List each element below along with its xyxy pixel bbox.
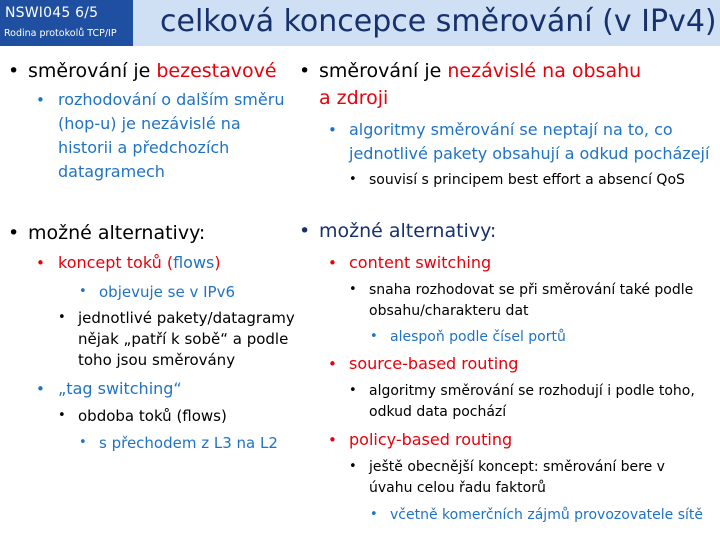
- left-sub-line: rozhodování o dalším směru: [58, 90, 285, 109]
- bullet-dot: •: [58, 408, 66, 423]
- bullet-dot: •: [8, 222, 20, 244]
- pbr-desc-line: úvahu celou řadu faktorů: [369, 480, 546, 496]
- bullet-dot: •: [36, 380, 45, 398]
- bullet-dot: •: [36, 254, 45, 272]
- bullet-dot: •: [328, 431, 337, 449]
- right-alternatives-title: možné alternativy:: [319, 220, 497, 242]
- pbr-desc-line: ještě obecnější koncept: směrování bere v: [369, 459, 665, 475]
- flows-desc-line: jednotlivé pakety/datagramy: [78, 309, 295, 327]
- course-badge: [0, 0, 133, 46]
- bullet-dot: •: [349, 383, 357, 398]
- course-name: Rodina protokolů TCP/IP: [4, 28, 117, 39]
- left-sub-line: historii a předchozích: [58, 138, 230, 157]
- bullet-dot: •: [58, 310, 66, 325]
- pbr-desc2: včetně komerčních zájmů provozovatele sítě: [390, 507, 704, 523]
- content-switching: content switching: [349, 253, 492, 272]
- flows-word: flows: [173, 253, 215, 272]
- flows-desc-line: nějak „patří k sobě“ a podle: [78, 330, 289, 348]
- right-point-independent: [319, 59, 641, 83]
- bullet-dot: •: [328, 254, 337, 272]
- best-effort-note: souvisí s principem best effort a absencí QoS: [369, 172, 685, 188]
- course-code: NSWI045 6/5: [5, 5, 99, 21]
- bullet-dot: •: [349, 459, 357, 474]
- flows-suffix: ): [214, 253, 221, 272]
- bullet-dot: •: [370, 329, 378, 344]
- right-sub-line: jednotlivé pakety obsahují a odkud pocházejí: [349, 144, 710, 163]
- sbr-desc-line: algoritmy směrování se rozhodují i podle toho,: [369, 383, 695, 399]
- left-sub-line: datagramech: [58, 162, 165, 181]
- flows-ipv6: objevuje se v IPv6: [99, 283, 235, 301]
- tag-sub2: s přechodem z L3 na L2: [99, 434, 278, 452]
- point-text: směrování je: [28, 60, 157, 82]
- bullet-dot: •: [79, 435, 87, 450]
- sbr-desc-line: odkud data pochází: [369, 404, 507, 420]
- source-based-routing: source-based routing: [349, 354, 519, 373]
- bullet-dot: •: [328, 121, 337, 139]
- bullet-dot: •: [370, 507, 378, 522]
- tag-switching: „tag switching“: [58, 379, 182, 398]
- bullet-dot: •: [349, 172, 357, 187]
- point-highlight: nezávislé na obsahu: [447, 60, 642, 82]
- left-sub-line: (hop-u) je nezávislé na: [58, 114, 241, 133]
- right-sub-line: algoritmy směrování se neptají na to, co: [349, 120, 673, 139]
- policy-based-routing: policy-based routing: [349, 430, 513, 449]
- left-point-stateless: [28, 59, 277, 83]
- point-text: směrování je: [319, 60, 448, 82]
- bullet-dot: •: [349, 282, 357, 297]
- bullet-dot: •: [79, 284, 87, 299]
- point-highlight-line2: a zdroji: [319, 87, 389, 109]
- cs-desc-line: obsahu/charakteru dat: [369, 303, 529, 319]
- slide-title: celková koncepce směrování (v IPv4): [160, 4, 717, 39]
- bullet-dot: •: [299, 220, 311, 242]
- bullet-dot: •: [328, 355, 337, 373]
- cs-desc-line: snaha rozhodovat se při směrování také podle: [369, 282, 694, 298]
- bullet-dot: •: [36, 91, 45, 109]
- left-flows: [58, 251, 221, 275]
- flows-prefix: koncept toků (: [58, 253, 174, 272]
- bullet-dot: •: [299, 60, 311, 82]
- cs-desc2: alespoň podle čísel portů: [390, 329, 566, 345]
- tag-sub: obdoba toků (flows): [78, 407, 227, 425]
- point-highlight: bezestavové: [156, 60, 277, 82]
- bullet-dot: •: [8, 60, 20, 82]
- flows-desc-line: toho jsou směrovány: [78, 351, 236, 369]
- left-alternatives-title: možné alternativy:: [28, 222, 206, 244]
